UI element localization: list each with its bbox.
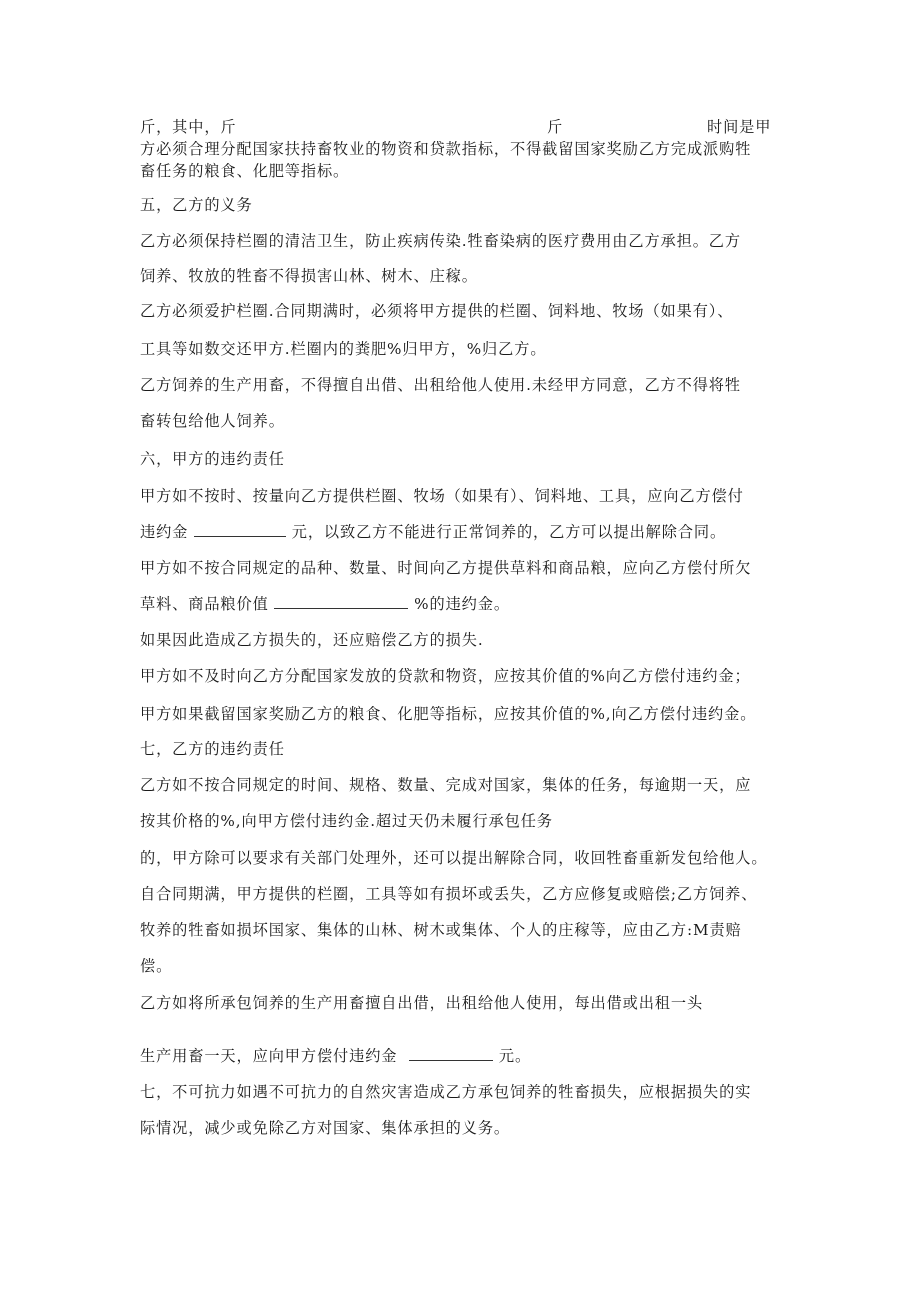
- text-line: 际情况，减少或免除乙方对国家、集体承担的义务。: [140, 1119, 511, 1137]
- text-line: 如果因此造成乙方损失的，还应赔偿乙方的损失.: [140, 631, 484, 649]
- text-line: 方必须合理分配国家扶持畜牧业的物资和贷款指标，不得截留国家奖励乙方完成派购牲: [140, 140, 752, 158]
- text-line: 甲方如果截留国家奖励乙方的粮食、化肥等指标，应按其价值的%,向乙方偿付违约金。: [140, 705, 757, 723]
- text-segment: 元，以致乙方不能进行正常饲养的，乙方可以提出解除合同。: [291, 523, 727, 541]
- text-line: 畜转包给他人饲养。: [140, 412, 285, 430]
- text-line: 饲养、牧放的牲畜不得损害山林、树木、庄稼。: [140, 267, 478, 285]
- text-line: 工具等如数交还甲方.栏圈内的粪肥%归甲方，%归乙方。: [140, 340, 547, 358]
- text-line: 甲方如不按合同规定的品种、数量、时间向乙方提供草料和商品粮，应向乙方偿付所欠: [140, 559, 752, 577]
- text-segment: 元。: [498, 1047, 532, 1065]
- text-line: 的，甲方除可以要求有关部门处理外，还可以提出解除合同，收回牲畜重新发包给他人。: [140, 849, 768, 867]
- text-segment: 违约金: [140, 523, 189, 541]
- fill-blank: [194, 522, 286, 537]
- text-line: 畜任务的粮食、化肥等指标。: [140, 162, 350, 180]
- text-line: 按其价格的%,向甲方偿付违约金.超过天仍未履行承包任务: [140, 812, 553, 830]
- text-line: 乙方必须爱护栏圈.合同期满时，必须将甲方提供的栏圈、饲料地、牧场（如果有）、: [140, 302, 734, 320]
- text-line: [140, 1046, 531, 1066]
- text-line: 乙方如将所承包饲养的生产用畜擅自出借，出租给他人使用，每出借或出租一头: [140, 994, 704, 1012]
- fill-blank: [274, 594, 408, 609]
- text-line: [140, 594, 510, 614]
- text-segment: 斤: [547, 118, 564, 136]
- text-line: 甲方如不及时向乙方分配国家发放的贷款和物资，应按其价值的%向乙方偿付违约金；: [140, 667, 751, 685]
- text-segment: 草料、商品粮价值: [140, 595, 269, 613]
- section-heading: 六，甲方的违约责任: [140, 450, 285, 468]
- text-segment: %的违约金。: [414, 595, 510, 613]
- text-line: 牧养的牲畜如损坏国家、集体的山林、树木或集体、个人的庄稼等，应由乙方:M责赔: [140, 921, 742, 939]
- text-line: 甲方如不按时、按量向乙方提供栏圈、牧场（如果有）、饲料地、工具，应向乙方偿付: [140, 487, 744, 505]
- fill-blank: [409, 1046, 493, 1061]
- text-line: 自合同期满，甲方提供的栏圈，工具等如有损坏或丢失，乙方应修复或赔偿;乙方饲养、: [140, 885, 758, 903]
- text-line: 乙方饲养的生产用畜，不得擅自出借、出租给他人使用.未经甲方同意，乙方不得将牲: [140, 376, 741, 394]
- text-line: 乙方必须保持栏圈的清洁卫生，防止疾病传染.牲畜染病的医疗费用由乙方承担。乙方: [140, 232, 741, 250]
- text-segment: 生产用畜一天，应向甲方偿付违约金: [140, 1047, 398, 1065]
- section-heading: 五，乙方的义务: [140, 196, 253, 214]
- text-line: [140, 522, 726, 542]
- text-segment: 斤，其中，斤: [140, 118, 237, 136]
- text-segment: 时间是甲: [707, 118, 772, 136]
- section-heading: 七，乙方的违约责任: [140, 740, 285, 758]
- text-line: 七，不可抗力如遇不可抗力的自然灾害造成乙方承包饲养的牲畜损失，应根据损失的实: [140, 1083, 752, 1101]
- text-line: 偿。: [140, 957, 173, 975]
- text-line: 乙方如不按合同规定的时间、规格、数量、完成对国家，集体的任务，每逾期一天，应: [140, 776, 752, 794]
